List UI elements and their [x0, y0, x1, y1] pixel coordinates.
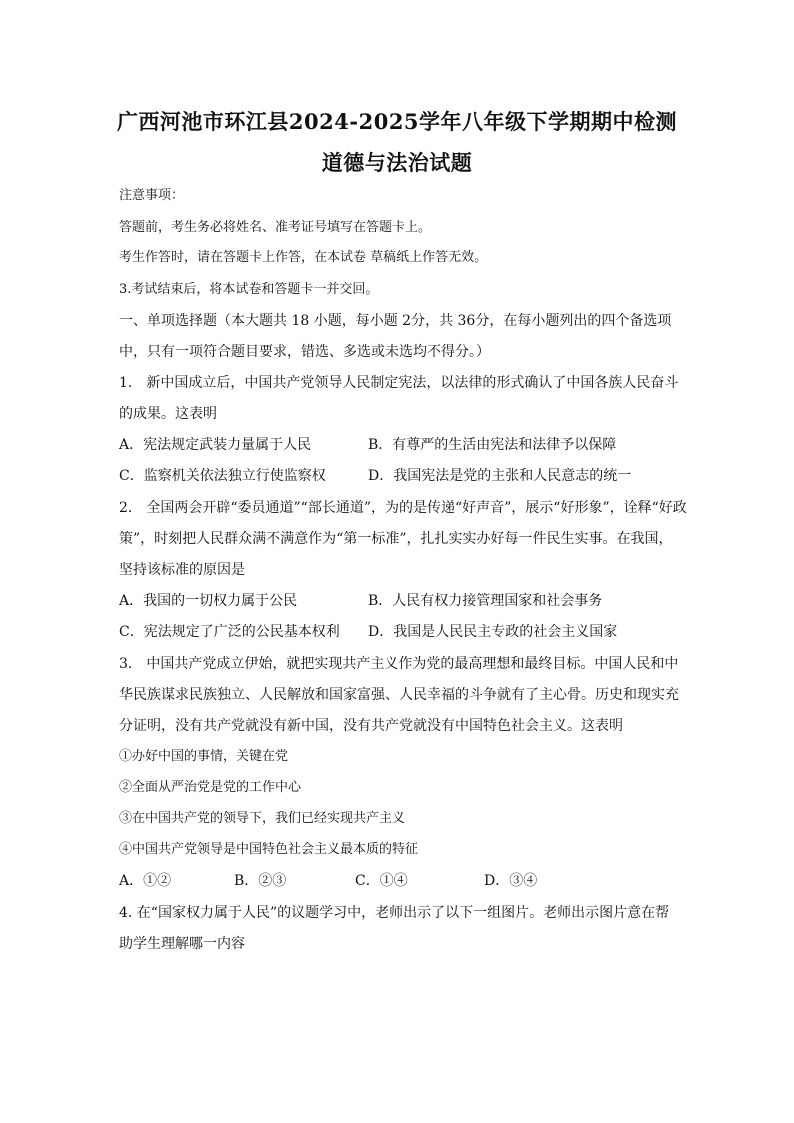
notice-item: 3.考试结束后，将本试卷和答题卡一并交回。: [119, 282, 379, 297]
question-stem: 助学生理解哪一内容: [119, 936, 245, 952]
option-b: B．②③: [234, 873, 287, 889]
notice-item: 考生作答时，请在答题卡上作答，在本试卷 草稿纸上作答无效。: [119, 250, 488, 265]
option-a: A．我国的一切权力属于公民: [119, 593, 298, 609]
statement: ③在中国共产党的领导下，我们已经实现共产主义: [119, 811, 406, 826]
option-d: D．③④: [484, 873, 538, 889]
option-b: B．人民有权力接管理国家和社会事务: [368, 593, 603, 609]
question-stem: 坚持该标准的原因是: [119, 562, 245, 578]
option-a: A．宪法规定武装力量属于人民: [119, 437, 312, 453]
statement: ①办好中国的事情，关键在党: [119, 749, 289, 764]
question-stem: 4. 在“国家权力属于人民”的议题学习中，老师出示了以下一组图片。老师出示图片意在帮: [119, 905, 670, 921]
section-instructions: 中，只有一项符合题目要求，错选、多选或未选均不得分。）: [119, 344, 490, 360]
statement: ④中国共产党领导是中国特色社会主义最本质的特征: [119, 842, 419, 857]
question-stem: 1. 新中国成立后，中国共产党领导人民制定宪法，以法律的形式确认了中国各族人民奋斗: [119, 375, 679, 391]
option-a: A．①②: [119, 873, 172, 889]
option-c: C．监察机关依法独立行使监察权: [119, 468, 326, 484]
question-stem: 2. 全国两会开辟“委员通道”“部长通道”，为的是传递“好声音”，展示“好形象”，诠释“好政: [119, 500, 687, 516]
statement: ②全面从严治党是党的工作中心: [119, 780, 302, 795]
notice-heading: 注意事项：: [119, 188, 185, 203]
question-stem: 的成果。这表明: [119, 406, 217, 422]
option-c: C．①④: [355, 873, 408, 889]
option-b: B．有尊严的生活由宪法和法律予以保障: [368, 437, 617, 453]
option-d: D．我国宪法是党的主张和人民意志的统一: [368, 468, 632, 484]
question-stem: 分证明，没有共产党就没有新中国，没有共产党就没有中国特色社会主义。这表明: [119, 718, 623, 734]
question-stem: 策”，时刻把人民群众满不满意作为“第一标准”，扎扎实实办好每一件民生实事。在我国，: [119, 531, 673, 547]
exam-subtitle: 道德与法治试题: [321, 150, 473, 175]
exam-title: 广西河池市环江县2024-2025学年八年级下学期期中检测: [116, 109, 678, 134]
option-c: C．宪法规定了广泛的公民基本权利: [119, 624, 340, 640]
option-d: D．我国是人民民主专政的社会主义国家: [368, 624, 618, 640]
question-stem: 3. 中国共产党成立伊始，就把实现共产主义作为党的最高理想和最终目标。中国人民和中: [119, 656, 679, 672]
section-instructions: 一、单项选择题（本大题共 18 小题，每小题 2分，共 36分，在每小题列出的四个备选项: [119, 313, 672, 329]
notice-item: 答题前，考生务必将姓名、准考证号填写在答题卡上。: [119, 220, 432, 235]
question-stem: 华民族谋求民族独立、人民解放和国家富强、人民幸福的斗争就有了主心骨。历史和现实充: [119, 687, 679, 703]
